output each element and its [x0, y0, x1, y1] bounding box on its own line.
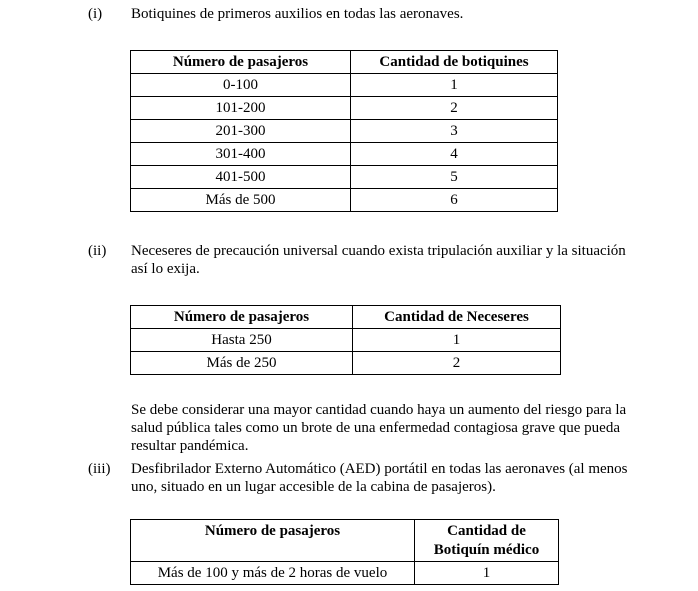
text-line: resultar pandémica. [131, 438, 249, 454]
text-line: Botiquines de primeros auxilios en todas las aeronaves. [131, 6, 464, 22]
table-row [131, 166, 558, 189]
text-line: así lo exija. [131, 261, 200, 277]
header-line: Cantidad de [447, 523, 526, 539]
section-i-number: (i) [88, 6, 103, 22]
section-iii-number: (iii) [88, 461, 111, 477]
table-cell: 301-400 [131, 143, 351, 166]
table-cell: 1 [351, 74, 558, 97]
table-header-row [131, 306, 561, 329]
table-cell: Hasta 250 [131, 329, 353, 352]
table-cell: 1 [415, 562, 559, 585]
table-cell: Más de 100 y más de 2 horas de vuelo [131, 562, 415, 585]
table-cell: 201-300 [131, 120, 351, 143]
table-cell: Más de 250 [131, 352, 353, 375]
section-ii-text [131, 242, 626, 278]
table-row [131, 352, 561, 375]
text-line: Se debe considerar una mayor cantidad cuando haya un aumento del riesgo para la [131, 402, 627, 418]
text-line: Neceseres de precaución universal cuando exista tripulación auxiliar y la situación [131, 243, 626, 259]
section-i-text [131, 5, 463, 23]
text-line: Desfibrilador Externo Automático (AED) portátil en todas las aeronaves (al menos [131, 461, 628, 477]
text-line: salud pública tales como un brote de una enfermedad contagiosa grave que pueda [131, 420, 620, 436]
table-cell: 1 [353, 329, 561, 352]
table-cell: 401-500 [131, 166, 351, 189]
table-row [131, 329, 561, 352]
table-cell: 6 [351, 189, 558, 212]
text-line: uno, situado en un lugar accesible de la cabina de pasajeros). [131, 479, 496, 495]
section-ii-number: (ii) [88, 243, 107, 259]
table-cell: 3 [351, 120, 558, 143]
neceseres-table [130, 305, 561, 375]
table-row [131, 143, 558, 166]
column-header: Número de pasajeros [131, 306, 353, 329]
table-cell: Más de 500 [131, 189, 351, 212]
column-header [415, 520, 559, 562]
first-aid-kits-table [130, 50, 558, 212]
table-row [131, 120, 558, 143]
table-cell: 5 [351, 166, 558, 189]
table-cell: 2 [351, 97, 558, 120]
table-cell: 2 [353, 352, 561, 375]
table-row [131, 189, 558, 212]
table-cell: 0-100 [131, 74, 351, 97]
column-header: Número de pasajeros [131, 51, 351, 74]
column-header: Número de pasajeros [131, 520, 415, 562]
section-iii-text [131, 460, 628, 496]
medical-kit-table [130, 519, 559, 585]
table-row [131, 97, 558, 120]
column-header: Cantidad de botiquines [351, 51, 558, 74]
column-header: Cantidad de Neceseres [353, 306, 561, 329]
note-text [131, 401, 626, 455]
header-line: Botiquín médico [433, 542, 540, 558]
table-row [131, 74, 558, 97]
table-header-row [131, 520, 559, 562]
table-cell: 101-200 [131, 97, 351, 120]
table-row [131, 562, 559, 585]
table-header-row [131, 51, 558, 74]
table-cell: 4 [351, 143, 558, 166]
